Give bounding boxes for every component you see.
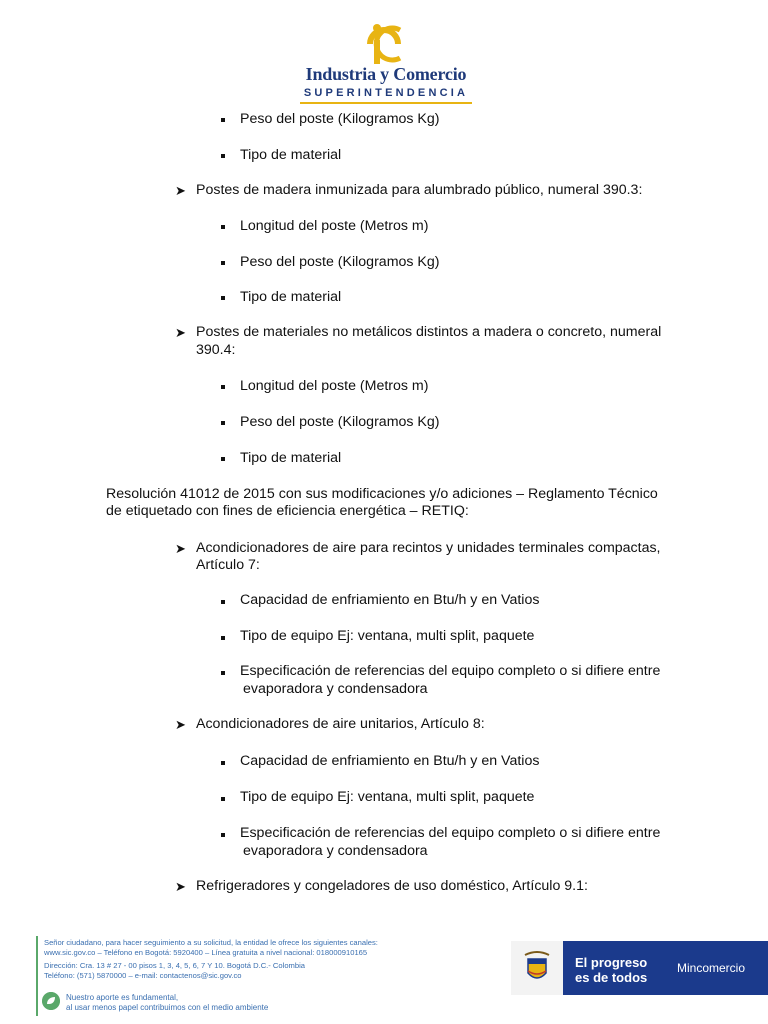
square-bullet-icon [221, 385, 225, 389]
footer-contact-line: Teléfono: (571) 5870000 – e-mail: contactenos@sic.gov.co [44, 971, 242, 980]
leaf-icon [42, 992, 60, 1010]
square-bullet-icon [221, 671, 225, 675]
list-item: Acondicionadores de aire para recintos y unidades terminales compactas, [196, 540, 661, 556]
mincomercio-brand: Mincomercio [677, 961, 746, 975]
footer-contact-line: Dirección: Cra. 13 # 27 - 00 pisos 1, 3, 4, 5, 6, 7 Y 10. Bogotá D.C.- Colombia [44, 961, 305, 970]
square-bullet-icon [221, 261, 225, 265]
list-item-continuation: evaporadora y condensadora [243, 843, 428, 859]
footer-contact-line: Señor ciudadano, para hacer seguimiento a su solicitud, la entidad le ofrece los siguientes canales: [44, 938, 378, 947]
list-item: Peso del poste (Kilogramos Kg) [240, 111, 440, 127]
list-item: Postes de materiales no metálicos distintos a madera o concreto, numeral [196, 324, 662, 340]
square-bullet-icon [221, 225, 225, 229]
list-item-continuation: Artículo 7: [196, 557, 260, 573]
list-item: Especificación de referencias del equipo completo o si difiere entre [240, 663, 661, 679]
list-item: Longitud del poste (Metros m) [240, 218, 429, 234]
list-item: Acondicionadores de aire unitarios, Artículo 8: [196, 716, 485, 732]
list-item: Peso del poste (Kilogramos Kg) [240, 414, 440, 430]
sic-logo-icon [360, 18, 408, 66]
logo-underline [300, 102, 472, 104]
square-bullet-icon [221, 457, 225, 461]
eco-message-line: Nuestro aporte es fundamental, [66, 993, 179, 1002]
arrow-bullet-icon: ➤ [175, 541, 186, 556]
square-bullet-icon [221, 636, 225, 640]
gov-slogan: El progreso [575, 955, 648, 970]
footer-contact [36, 936, 478, 1016]
square-bullet-icon [221, 154, 225, 158]
square-bullet-icon [221, 118, 225, 122]
sic-logo [296, 18, 476, 102]
list-item: Tipo de equipo Ej: ventana, multi split, paquete [240, 789, 535, 805]
colombia-coat-of-arms-icon [511, 941, 563, 995]
square-bullet-icon [221, 421, 225, 425]
list-item: Longitud del poste (Metros m) [240, 378, 429, 394]
paragraph-line: de etiquetado con fines de eficiencia energética – RETIQ: [106, 503, 469, 519]
footer-contact-line: www.sic.gov.co – Teléfono en Bogotá: 5920400 – Línea gratuita a nivel nacional: 018000910165 [44, 948, 368, 957]
logo-subtitle: SUPERINTENDENCIA [303, 87, 469, 99]
list-item: Capacidad de enfriamiento en Btu/h y en Vatios [240, 592, 540, 608]
list-item: Tipo de material [240, 450, 342, 466]
list-item-continuation: 390.4: [196, 342, 236, 358]
list-item: Tipo de material [240, 289, 342, 305]
square-bullet-icon [221, 797, 225, 801]
eco-message-line: al usar menos papel contribuimos con el medio ambiente [66, 1003, 269, 1012]
list-item: Tipo de material [240, 147, 342, 163]
logo-title: Industria y Comercio [305, 64, 467, 84]
gov-brand-banner [511, 941, 768, 995]
list-item: Postes de madera inmunizada para alumbrado público, numeral 390.3: [196, 182, 643, 198]
arrow-bullet-icon: ➤ [175, 879, 186, 894]
square-bullet-icon [221, 833, 225, 837]
list-item: Peso del poste (Kilogramos Kg) [240, 254, 440, 270]
arrow-bullet-icon: ➤ [175, 183, 186, 198]
list-item: Capacidad de enfriamiento en Btu/h y en Vatios [240, 753, 540, 769]
square-bullet-icon [221, 296, 225, 300]
list-item: Refrigeradores y congeladores de uso doméstico, Artículo 9.1: [196, 878, 588, 894]
list-item-continuation: evaporadora y condensadora [243, 681, 428, 697]
gov-slogan: es de todos [575, 970, 648, 985]
square-bullet-icon [221, 761, 225, 765]
coat-of-arms-box [511, 941, 563, 995]
paragraph-line: Resolución 41012 de 2015 con sus modificaciones y/o adiciones – Reglamento Técnico [106, 486, 658, 502]
square-bullet-icon [221, 600, 225, 604]
arrow-bullet-icon: ➤ [175, 717, 186, 732]
list-item: Especificación de referencias del equipo completo o si difiere entre [240, 825, 661, 841]
arrow-bullet-icon: ➤ [175, 325, 186, 340]
list-item: Tipo de equipo Ej: ventana, multi split, paquete [240, 628, 535, 644]
